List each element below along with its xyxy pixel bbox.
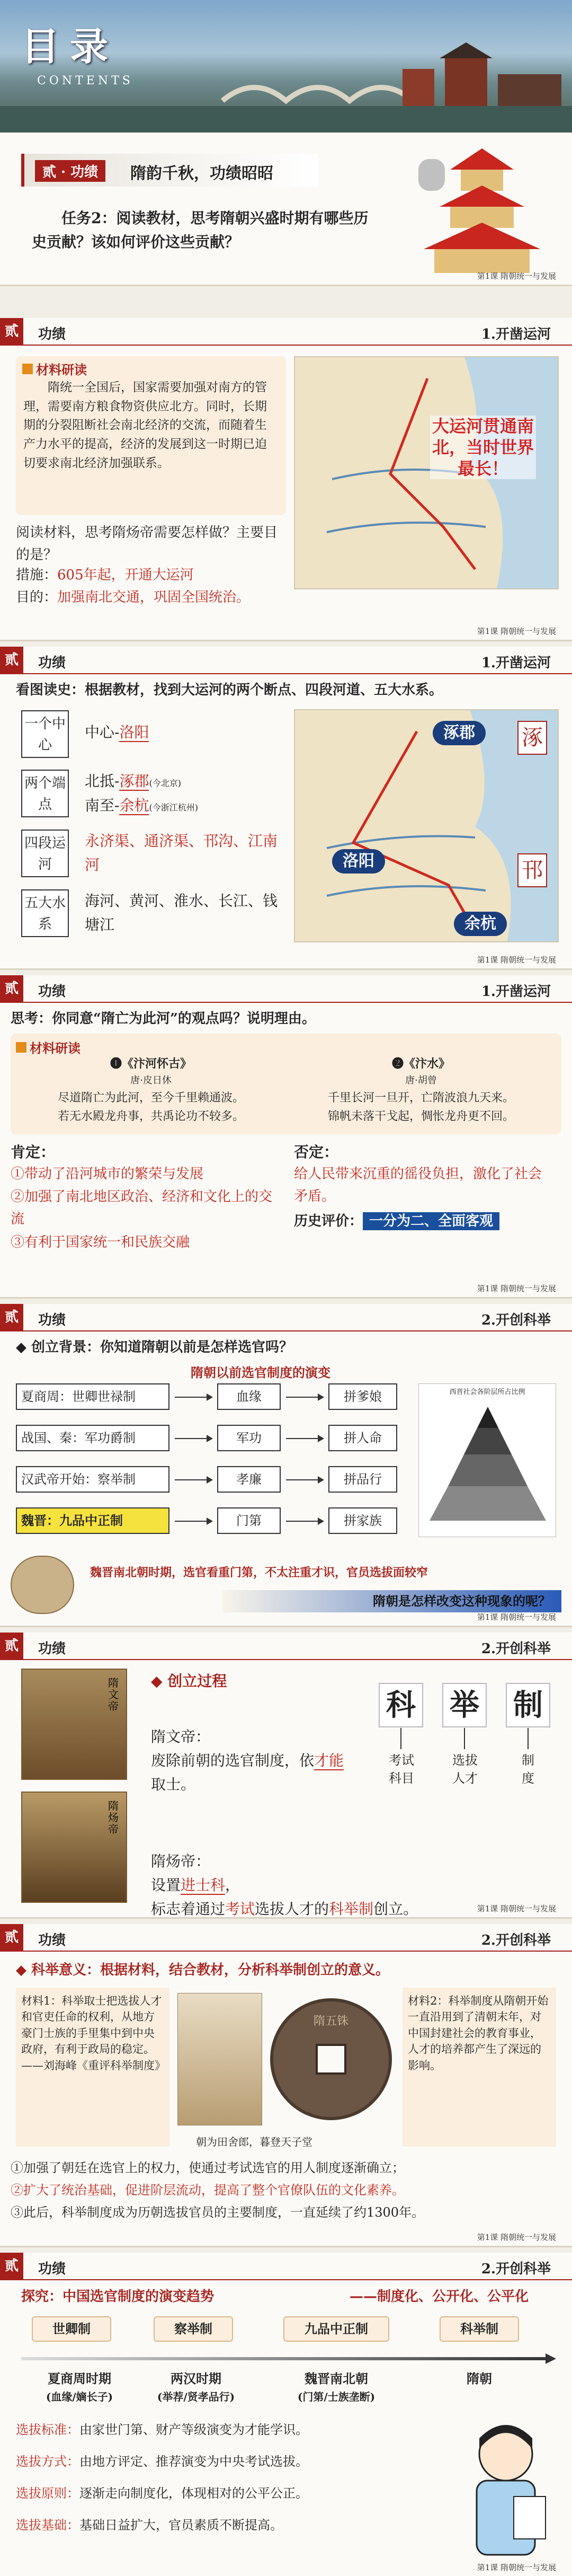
chapter-badge: 贰 · 功绩 <box>35 160 105 182</box>
poem-2-author: 唐·胡曾 <box>405 1075 437 1087</box>
row-4-era: 魏晋：九品中正制 <box>16 1507 169 1534</box>
material-2: 材料2：科举制度从隋朝开始一直沿用到了清朝末年，对中国封建社会的教育事业，人才的培养都产生了深远的影响。 <box>403 1988 556 2147</box>
significance-2: ②扩大了统治基础，促进阶层流动，提高了整个官僚队伍的文化素养。 <box>11 2183 405 2198</box>
slide-exam-trend <box>0 2253 572 2576</box>
process-title: ◆ 创立过程 <box>151 1672 227 1690</box>
poem-2-line-2: 锦帆未落干戈起，惆怅龙舟更不回。 <box>327 1110 514 1124</box>
chapter-heading: 隋韵千秋，功绩昭昭 <box>130 164 273 183</box>
significance-1: ①加强了朝廷在选官上的权力，使通过考试选官的用人制度逐渐确立； <box>11 2160 405 2175</box>
pyramid-chart <box>418 1383 556 1537</box>
yang-desc-exam: 考试 <box>225 1900 255 1918</box>
row-3-era: 汉武帝开始：察举制 <box>16 1466 169 1493</box>
waters-box <box>21 889 69 937</box>
section-tag: 贰 <box>0 2253 23 2279</box>
row-4-basis: 门第 <box>217 1507 281 1534</box>
image-caption: 朝为田舍郎，暮登天子堂 <box>196 2136 312 2148</box>
keju-char-1: 科 <box>379 1683 423 1727</box>
material-1: 材料1：科举取士把选拔人才和官吏任命的权利，从地方豪门士族的手里集中到中央政府，有利于政局的稳定。——刘海峰《重评科举制度》 <box>16 1988 169 2147</box>
footer-text: 第1课 隋朝统一与发展 <box>477 1284 556 1293</box>
slide-header <box>0 1924 572 1952</box>
material-label <box>16 1038 81 1056</box>
poem-1 <box>26 1055 275 1126</box>
footer-text: 第1课 隋朝统一与发展 <box>477 955 556 965</box>
row-3-basis: 孝廉 <box>217 1466 281 1493</box>
section-label: 功绩 <box>38 655 66 671</box>
section-topic: 1.开凿运河 <box>481 655 551 671</box>
center-answer: 洛阳 <box>119 724 149 741</box>
footer-text: 第1课 隋朝统一与发展 <box>477 1904 556 1913</box>
evolution-rows <box>16 1383 408 1548</box>
positive-point-3: ③有利于国家统一和民族交融 <box>11 1234 190 1250</box>
poem-1-line-2: 若无水殿龙舟事，共禹论功不较多。 <box>57 1110 244 1124</box>
map-label-luoyang: 洛阳 <box>332 849 385 874</box>
think-question: 思考：你同意“隋亡为此河”的观点吗？说明理由。 <box>11 1011 316 1027</box>
wen-desc-2: 取士。 <box>151 1775 196 1793</box>
material-box <box>16 356 286 515</box>
emperor-yang-caption: 隋炀帝 <box>108 1799 119 1836</box>
ask-banner: 隋朝是怎样改变这种现象的呢？ <box>222 1590 561 1612</box>
slide-canal-material <box>0 318 572 641</box>
slide-canal-map-reading <box>0 647 572 970</box>
footer-text: 第1课 隋朝统一与发展 <box>477 2563 556 2572</box>
row-2-era: 战国、秦：军功爵制 <box>16 1425 169 1451</box>
purpose-line <box>16 587 250 609</box>
map-label-yuhang: 余杭 <box>454 912 507 936</box>
measure-line <box>16 564 194 587</box>
section-tag: 贰 <box>0 318 23 345</box>
map-bubble: 大运河贯通南北，当时世界最长！ <box>430 416 536 479</box>
book-icon <box>16 1042 26 1053</box>
negative-point: 给人民带来沉重的徭役负担，激化了社会矛盾。 <box>294 1166 542 1204</box>
south-endpoint <box>85 794 198 818</box>
wen-desc <box>151 1749 352 1797</box>
basis-2: (举荐/贤孝品行) <box>157 2390 235 2403</box>
contents-subtitle: CONTENTS <box>37 74 133 87</box>
slide-header <box>0 1304 572 1331</box>
wen-desc-1: 废除前朝的选官制度，依 <box>151 1751 315 1769</box>
keju-char-2: 举 <box>442 1683 487 1727</box>
row-1-result: 拼爹娘 <box>328 1383 397 1410</box>
footer-text: 第1课 隋朝统一与发展 <box>477 2233 556 2242</box>
evolution-subtitle: 隋朝以前选官制度的演变 <box>191 1365 330 1380</box>
waters-value: 海河、黄河、淮水、长江、钱塘江 <box>85 892 278 933</box>
trend-text: ——制度化、公开化、公平化 <box>350 2289 529 2305</box>
positive-point-1: ①带动了沿河城市的繁荣与发展 <box>11 1166 204 1182</box>
north-note: (今北京) <box>149 778 181 788</box>
slide-contents <box>0 0 572 286</box>
section-label: 功绩 <box>38 1312 66 1328</box>
map-label-zhuojun: 涿郡 <box>433 721 486 745</box>
positive-point-2: ②加强了南北地区政治、经济和文化上的交流 <box>11 1189 273 1227</box>
significance-3: ③此后，科举制度成为历朝选拔官员的主要制度，一直延续了约1300年。 <box>11 2205 425 2220</box>
chapter-banner <box>21 154 318 187</box>
scholar-portrait <box>11 1556 74 1614</box>
center-prefix: 中心- <box>85 724 120 741</box>
system-2: 察举制 <box>154 2316 233 2342</box>
conclusion-3-value: 逐渐走向制度化，体现相对的公平公正。 <box>79 2486 308 2501</box>
keju-line-3 <box>528 1728 529 1749</box>
row-2-basis: 军功 <box>217 1425 281 1451</box>
pyramid-title: 西晋社会各阶层所占比例 <box>449 1388 525 1396</box>
wen-text <box>151 1725 352 1796</box>
slide-exam-significance <box>0 1924 572 2247</box>
conclusion-3 <box>16 2483 308 2503</box>
section-tag: 贰 <box>0 1924 23 1951</box>
slide-canal-evaluation <box>0 975 572 1299</box>
center-box-label: 一个中心 <box>24 716 66 753</box>
basis-3: (门第/士族垄断) <box>297 2390 376 2403</box>
poem-2-title: ❷《汴水》 <box>391 1057 450 1071</box>
slide-exam-process <box>0 1633 572 1919</box>
canals-value: 永济渠、通济渠、邗沟、江南河 <box>85 832 278 874</box>
conclusion-1 <box>16 2420 308 2440</box>
section-topic: 2.开创科举 <box>481 1933 551 1948</box>
era-1: 夏商周时期 <box>48 2371 111 2386</box>
section-tag: 贰 <box>0 975 23 1002</box>
positive-label: 肯定： <box>11 1143 56 1161</box>
slide-header <box>0 975 572 1003</box>
yang-desc-comma: ， <box>225 1876 240 1894</box>
conclusion-2 <box>16 2451 308 2472</box>
yang-desc-mark: 标志着通过 <box>151 1900 226 1918</box>
history-eval-value: 一分为二、全面客观 <box>363 1212 499 1230</box>
measure-value: 605年起，开通大运河 <box>57 567 194 583</box>
material-label-text: 材料研读 <box>30 1040 81 1056</box>
center-value <box>85 721 149 745</box>
keju-meaning-1: 考试科目 <box>389 1753 414 1786</box>
contents-title: 目录 <box>21 24 119 69</box>
conclusion-3-label: 选拔原则： <box>16 2486 79 2501</box>
intro-text: 看图读史：根据教材，找到大运河的两个断点、四段河道、五大水系。 <box>16 682 443 698</box>
slide-exam-background <box>0 1304 572 1627</box>
wen-name: 隋文帝： <box>151 1728 211 1745</box>
conclusion-2-label: 选拔方式： <box>16 2454 79 2469</box>
system-3: 九品中正制 <box>283 2316 389 2342</box>
conclusion-4-label: 选拔基础： <box>16 2518 79 2533</box>
book-icon <box>22 364 33 374</box>
section-topic: 2.开创科举 <box>481 1312 551 1328</box>
history-eval <box>294 1211 499 1233</box>
poem-1-title: ❶《汴河怀古》 <box>110 1057 192 1071</box>
poem-1-line-1 <box>26 1089 275 1107</box>
pyramid-drawing <box>419 1396 557 1529</box>
footer-text: 第1课 隋朝统一与发展 <box>477 627 556 636</box>
center-box <box>21 710 69 758</box>
conclusion-4 <box>16 2515 283 2535</box>
row-2 <box>16 1425 408 1454</box>
row-1-arrow-1 <box>175 1397 212 1398</box>
yang-desc-keju: 科举制 <box>329 1900 374 1918</box>
yang-desc-select: 选拔人才的 <box>255 1900 329 1918</box>
canal-map-2 <box>294 709 559 942</box>
poem-2 <box>297 1055 546 1126</box>
north-answer: 涿郡 <box>119 772 149 790</box>
north-endpoint <box>85 770 181 793</box>
keju-meaning-2: 选拔人才 <box>452 1753 478 1786</box>
task-text: 任务2：阅读教材，思考隋朝兴盛时期有哪些历史贡献？该如何评价这些贡献？ <box>32 209 369 251</box>
measure-label: 措施： <box>16 567 58 583</box>
slide-header <box>0 647 572 674</box>
material-label-text: 材料研读 <box>36 362 87 377</box>
row-1 <box>16 1383 408 1413</box>
row-3-arrow-2 <box>286 1479 323 1480</box>
banner-image <box>0 0 572 133</box>
row-1-basis: 血缘 <box>217 1383 281 1410</box>
yang-name: 隋炀帝： <box>151 1852 211 1870</box>
keju-char-3: 制 <box>506 1683 550 1727</box>
yang-desc-line-1 <box>151 1874 564 1898</box>
section-tag: 贰 <box>0 647 23 673</box>
section-topic: 2.开创科举 <box>481 1641 551 1657</box>
waters-box-label: 五大水系 <box>24 895 66 932</box>
row-2-arrow-2 <box>286 1438 323 1439</box>
conclusion-1-value: 由家世门第、财产等级演变为才能学识。 <box>79 2422 308 2437</box>
scholar-image <box>177 1993 262 2125</box>
row-4-arrow-2 <box>286 1521 323 1522</box>
conclusion-2-value: 由地方评定、推荐演变为中央考试选拔。 <box>79 2454 308 2469</box>
emperor-wen-caption: 隋文帝 <box>108 1677 119 1713</box>
slide-header <box>0 2253 572 2280</box>
emperor-yang-portrait <box>21 1792 127 1903</box>
poem-1-author: 唐·皮日休 <box>130 1075 172 1087</box>
coin-image <box>270 1998 392 2120</box>
material-label <box>22 359 87 378</box>
history-eval-label: 历史评价： <box>294 1213 363 1229</box>
endpoints-box-label: 两个端点 <box>24 775 66 813</box>
yang-desc-jinshi: 进士科 <box>181 1876 226 1894</box>
south-answer: 余杭 <box>119 797 149 814</box>
era-3: 魏晋南北朝 <box>305 2371 368 2386</box>
poem-2-line-1: 千里长河一旦开，亡隋波浪九天来。 <box>327 1091 514 1105</box>
student-cartoon <box>455 2417 556 2560</box>
wen-desc-ability: 才能 <box>314 1751 344 1769</box>
section-label: 功绩 <box>38 327 66 342</box>
section-topic: 2.开创科举 <box>481 2261 551 2277</box>
row-3-arrow-1 <box>175 1479 212 1480</box>
yang-desc-end: 创立。 <box>373 1900 418 1918</box>
section-label: 功绩 <box>38 1933 66 1948</box>
slide-header <box>0 318 572 346</box>
poem-1-line-1-text: 尽道隋亡为此河，至今千里赖通波。 <box>57 1091 244 1105</box>
footer-text: 第1课 隋朝统一与发展 <box>477 271 556 281</box>
significance-question: ◆ 科举意义：根据材料，结合教材，分析科举制创立的意义。 <box>16 1962 390 1978</box>
system-4: 科举制 <box>440 2316 519 2342</box>
keju-line-2 <box>464 1728 465 1749</box>
era-2: 两汉时期 <box>171 2371 221 2386</box>
keju-meaning-3: 制度 <box>522 1753 534 1786</box>
row-3-result: 拼品行 <box>328 1466 397 1493</box>
conclusion-1-label: 选拔标准： <box>16 2422 79 2437</box>
section-tag: 贰 <box>0 1304 23 1330</box>
yang-desc-set: 设置 <box>151 1876 181 1894</box>
negative-label: 否定： <box>294 1143 339 1161</box>
basis-1: (血缘/嫡长子) <box>46 2390 113 2403</box>
row-4-result: 拼家族 <box>328 1507 397 1534</box>
note-text: 魏晋南北朝时期，选官看重门第，不太注重才识，官员选拔面较窄 <box>90 1566 428 1580</box>
canals-box-label: 四段运河 <box>24 835 66 872</box>
section-label: 功绩 <box>38 984 66 1000</box>
question-text: 阅读材料，思考隋炀帝需要怎样做？主要目的是？ <box>16 525 278 563</box>
slide-header <box>0 1633 572 1660</box>
coin-text: 隋五铢 <box>313 2015 348 2028</box>
row-3 <box>16 1466 408 1496</box>
section-label: 功绩 <box>38 1641 66 1657</box>
row-4 <box>16 1507 408 1537</box>
keju-line-1 <box>400 1728 401 1749</box>
background-question: ◆ 创立背景：你知道隋朝以前是怎样选官吗？ <box>16 1339 293 1355</box>
canal-map <box>294 356 559 589</box>
purpose-value: 加强南北交通，巩固全国统治。 <box>57 589 251 605</box>
row-2-arrow-1 <box>175 1438 212 1439</box>
section-topic: 1.开凿运河 <box>481 984 551 1000</box>
system-1: 世卿制 <box>32 2316 111 2342</box>
seal-han: 邗 <box>517 853 547 887</box>
row-1-era: 夏商周：世卿世禄制 <box>16 1383 169 1410</box>
section-tag: 贰 <box>0 1633 23 1659</box>
footer-text: 第1课 隋朝统一与发展 <box>477 1612 556 1622</box>
coin-hole <box>316 2044 346 2075</box>
row-1-arrow-2 <box>286 1397 323 1398</box>
purpose-label: 目的： <box>16 589 58 605</box>
section-topic: 1.开凿运河 <box>481 327 551 342</box>
seal-zhuo: 涿 <box>517 721 547 755</box>
south-prefix: 南至- <box>85 797 120 814</box>
conclusion-4-value: 基础日益扩大，官员素质不断提高。 <box>79 2518 283 2533</box>
emperor-wen-portrait <box>21 1669 127 1780</box>
explore-question: 探究：中国选官制度的演变趋势 <box>21 2289 215 2305</box>
section-label: 功绩 <box>38 2261 66 2277</box>
row-4-arrow-1 <box>175 1521 212 1522</box>
era-4: 隋朝 <box>467 2371 492 2386</box>
poem-material-box <box>11 1034 561 1134</box>
material-text: 隋统一全国后，国家需要加强对南方的管理，需要南方粮食物资供应北方。同时，长期期的分裂阻断社会南北经济的交流，而随着生产力水平的提高，经济的发展到这一时期已迫切要求南北经济加强联系。 <box>23 381 267 470</box>
canals-box <box>21 830 69 877</box>
row-2-result: 拼人命 <box>328 1425 397 1451</box>
timeline-arrowhead <box>546 2353 556 2364</box>
endpoints-box <box>21 770 69 817</box>
timeline-bar <box>21 2357 551 2360</box>
north-prefix: 北抵- <box>85 772 120 790</box>
pagoda-illustration <box>413 143 551 276</box>
south-note: (今浙江杭州) <box>149 802 198 813</box>
